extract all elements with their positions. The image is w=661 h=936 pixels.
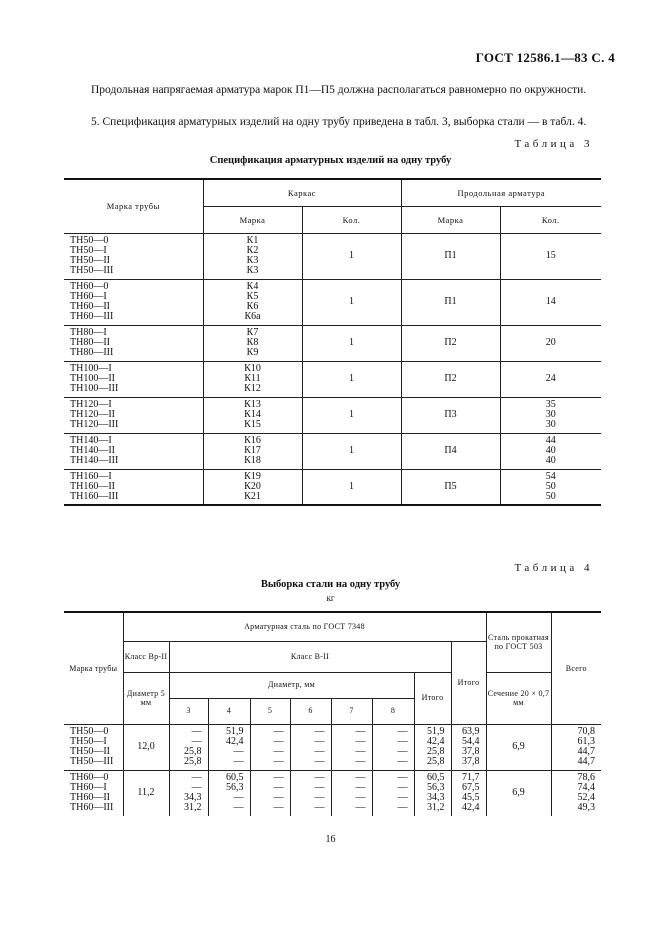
d8-value: — bbox=[397, 746, 408, 757]
grand-cell bbox=[551, 724, 601, 770]
pipe-mark: ТН120—I bbox=[70, 399, 112, 410]
frame-mark: К18 bbox=[244, 455, 261, 466]
d5-value: — bbox=[273, 726, 284, 737]
frame-mark: К8 bbox=[246, 337, 259, 348]
d4-value: — bbox=[233, 792, 244, 804]
subtotal-cell bbox=[414, 770, 451, 816]
frame-mark: К3 bbox=[246, 265, 259, 276]
table3-body bbox=[64, 233, 601, 505]
long-mark-cell: П2 bbox=[401, 325, 500, 361]
pipe-mark: ТН50—II bbox=[70, 255, 110, 266]
long-qty: 24 bbox=[545, 373, 556, 384]
table4-header-d3: 3 bbox=[169, 698, 208, 724]
table-row bbox=[64, 361, 601, 397]
long-qty: 35 bbox=[545, 399, 556, 410]
long-qty: 30 bbox=[545, 419, 556, 430]
pipe-mark: ТН50—II bbox=[70, 746, 110, 757]
d5-value: — bbox=[273, 736, 284, 747]
frame-mark: К9 bbox=[246, 347, 259, 358]
pipe-mark: ТН100—III bbox=[70, 383, 119, 394]
pipe-mark: ТН80—I bbox=[70, 327, 107, 338]
frame-mark: К5 bbox=[246, 291, 259, 302]
long-qty: 20 bbox=[545, 337, 556, 348]
table4-header-diameter: Диаметр, мм bbox=[169, 672, 414, 698]
long-qty-cell bbox=[500, 433, 601, 469]
d3-cell bbox=[169, 770, 208, 816]
long-mark-cell: П4 bbox=[401, 433, 500, 469]
pipe-mark: ТН80—II bbox=[70, 337, 110, 348]
pipe-marks-cell bbox=[64, 469, 203, 505]
pipe-mark: ТН100—II bbox=[70, 373, 115, 384]
paragraph-1: Продольная напрягаемая арматура марок П1—П5 должна располагаться равномерно по окружности. bbox=[91, 84, 587, 96]
pipe-mark: ТН60—0 bbox=[70, 281, 109, 292]
grand-value: 52,4 bbox=[577, 792, 595, 804]
frame-qty-cell: 1 bbox=[302, 233, 401, 279]
document-header: ГОСТ 12586.1—83 С. 4 bbox=[475, 50, 615, 65]
d3-value: 25,8 bbox=[184, 746, 202, 757]
d7-value: — bbox=[355, 746, 366, 757]
d5-value: — bbox=[273, 756, 284, 767]
total-value: 45,5 bbox=[462, 792, 480, 804]
pipe-marks-cell bbox=[64, 361, 203, 397]
d4-value: 60,5 bbox=[226, 772, 244, 784]
grand-value: 78,6 bbox=[577, 772, 595, 784]
table4-header-d6: 6 bbox=[290, 698, 331, 724]
pipe-mark: ТН60—III bbox=[70, 311, 114, 322]
d8-cell bbox=[372, 724, 414, 770]
total-cell bbox=[451, 770, 486, 816]
pipe-mark: ТН140—I bbox=[70, 435, 112, 446]
pipe-mark: ТН100—I bbox=[70, 363, 112, 374]
table4-header-d4: 4 bbox=[208, 698, 250, 724]
d6-value: — bbox=[314, 802, 325, 814]
d5-value: — bbox=[273, 792, 284, 804]
d5-cell bbox=[250, 724, 290, 770]
grand-value: 44,7 bbox=[577, 756, 595, 767]
long-qty-cell bbox=[500, 469, 601, 505]
frame-mark: К19 bbox=[244, 470, 261, 482]
rolled-cell: 6,9 bbox=[486, 770, 551, 816]
long-qty-cell bbox=[500, 397, 601, 433]
table4-header-diam5: Диаметр 5 мм bbox=[123, 672, 169, 724]
d4-cell bbox=[208, 770, 250, 816]
frame-marks-cell bbox=[203, 433, 302, 469]
frame-marks-cell bbox=[203, 279, 302, 325]
paragraph-2: 5. Спецификация арматурных изделий на одну трубу приведена в табл. 3, выборка стали — в табл. 4. bbox=[91, 116, 587, 128]
subtotal-value: 25,8 bbox=[427, 746, 445, 757]
pipe-mark: ТН50—III bbox=[70, 265, 114, 276]
pipe-marks-cell bbox=[64, 724, 123, 770]
pipe-mark: ТН60—I bbox=[70, 782, 107, 794]
pipe-marks-cell bbox=[64, 233, 203, 279]
frame-marks-cell bbox=[203, 397, 302, 433]
d6-value: — bbox=[314, 782, 325, 794]
table3-header-long-mark: Марка bbox=[401, 206, 500, 233]
total-value: 67,5 bbox=[462, 782, 480, 794]
page-number: 16 bbox=[325, 834, 336, 845]
frame-mark: К14 bbox=[244, 409, 261, 420]
long-qty-cell bbox=[500, 279, 601, 325]
d7-cell bbox=[331, 724, 372, 770]
subtotal-value: 31,2 bbox=[427, 802, 445, 814]
frame-mark: К2 bbox=[246, 245, 259, 256]
long-qty-cell bbox=[500, 233, 601, 279]
frame-mark: К20 bbox=[244, 480, 261, 492]
long-qty-cell bbox=[500, 361, 601, 397]
frame-qty-cell: 1 bbox=[302, 325, 401, 361]
pipe-mark: ТН140—III bbox=[70, 455, 119, 466]
frame-qty-cell: 1 bbox=[302, 469, 401, 505]
pipe-marks-cell bbox=[64, 279, 203, 325]
d7-value: — bbox=[355, 736, 366, 747]
pipe-mark: ТН50—I bbox=[70, 736, 107, 747]
grand-cell bbox=[551, 770, 601, 816]
frame-mark: К10 bbox=[244, 363, 261, 374]
frame-mark: К4 bbox=[246, 281, 259, 292]
d4-value: — bbox=[233, 756, 244, 767]
grand-value: 44,7 bbox=[577, 746, 595, 757]
frame-marks-cell bbox=[203, 325, 302, 361]
long-qty: 40 bbox=[545, 445, 556, 456]
long-qty: 50 bbox=[545, 480, 556, 492]
table3-title: Спецификация арматурных изделий на одну трубу bbox=[209, 155, 452, 166]
pipe-mark: ТН60—0 bbox=[70, 772, 109, 784]
d8-value: — bbox=[397, 726, 408, 737]
table4-header-d5: 5 bbox=[250, 698, 290, 724]
d3-value: — bbox=[191, 782, 202, 794]
long-qty: 15 bbox=[545, 250, 556, 261]
d6-value: — bbox=[314, 746, 325, 757]
table4-header-d7: 7 bbox=[331, 698, 372, 724]
d8-value: — bbox=[397, 792, 408, 804]
d3-value: — bbox=[191, 772, 202, 784]
d8-value: — bbox=[397, 772, 408, 784]
subtotal-cell bbox=[414, 724, 451, 770]
table-row bbox=[64, 770, 601, 816]
table4-unit: кг bbox=[326, 593, 335, 603]
subtotal-value: 56,3 bbox=[427, 782, 445, 794]
subtotal-value: 34,3 bbox=[427, 792, 445, 804]
table-row bbox=[64, 325, 601, 361]
d7-value: — bbox=[355, 782, 366, 794]
long-qty: 40 bbox=[545, 455, 556, 466]
long-mark-cell: П1 bbox=[401, 233, 500, 279]
long-qty: 44 bbox=[545, 435, 556, 446]
pipe-mark: ТН160—III bbox=[70, 490, 119, 502]
subtotal-value: 60,5 bbox=[427, 772, 445, 784]
long-mark-cell: П2 bbox=[401, 361, 500, 397]
grand-value: 61,3 bbox=[577, 736, 595, 747]
frame-mark: К13 bbox=[244, 399, 261, 410]
table-row bbox=[64, 279, 601, 325]
long-qty: 54 bbox=[545, 470, 556, 482]
long-mark-cell: П1 bbox=[401, 279, 500, 325]
d7-value: — bbox=[355, 802, 366, 814]
pipe-mark: ТН60—II bbox=[70, 792, 110, 804]
frame-marks-cell bbox=[203, 469, 302, 505]
d7-value: — bbox=[355, 756, 366, 767]
rolled-cell: 6,9 bbox=[486, 724, 551, 770]
d5-value: — bbox=[273, 746, 284, 757]
table3-label: Таблица 3 bbox=[514, 138, 593, 150]
d4-value: 56,3 bbox=[226, 782, 244, 794]
grand-value: 70,8 bbox=[577, 726, 595, 737]
d7-cell bbox=[331, 770, 372, 816]
pipe-mark: ТН80—III bbox=[70, 347, 114, 358]
d3-value: — bbox=[191, 726, 202, 737]
d8-value: — bbox=[397, 736, 408, 747]
pipe-marks-cell bbox=[64, 770, 123, 816]
long-qty: 50 bbox=[545, 490, 556, 502]
table4-header-rebar: Арматурная сталь по ГОСТ 7348 bbox=[123, 612, 486, 641]
d4-value: — bbox=[233, 802, 244, 814]
table-row bbox=[64, 433, 601, 469]
d6-value: — bbox=[314, 726, 325, 737]
long-mark-cell: П5 bbox=[401, 469, 500, 505]
subtotal-value: 25,8 bbox=[427, 756, 445, 767]
frame-mark: К12 bbox=[244, 383, 261, 394]
d5-cell bbox=[250, 770, 290, 816]
d4-value: 51,9 bbox=[226, 726, 244, 737]
frame-qty-cell: 1 bbox=[302, 361, 401, 397]
long-qty: 30 bbox=[545, 409, 556, 420]
long-qty-cell bbox=[500, 325, 601, 361]
d6-value: — bbox=[314, 792, 325, 804]
pipe-mark: ТН160—II bbox=[70, 480, 115, 492]
total-value: 63,9 bbox=[462, 726, 480, 737]
table3-header-frame-qty: Кол. bbox=[302, 206, 401, 233]
frame-marks-cell bbox=[203, 361, 302, 397]
d7-value: — bbox=[355, 792, 366, 804]
total-value: 71,7 bbox=[462, 772, 480, 784]
total-value: 37,8 bbox=[462, 746, 480, 757]
pipe-mark: ТН50—0 bbox=[70, 726, 109, 737]
table-row bbox=[64, 724, 601, 770]
table3-header-pipe: Марка трубы bbox=[64, 179, 203, 233]
d8-value: — bbox=[397, 756, 408, 767]
long-mark-cell: П3 bbox=[401, 397, 500, 433]
frame-mark: К16 bbox=[244, 435, 261, 446]
frame-mark: К6 bbox=[246, 301, 259, 312]
long-qty: 14 bbox=[545, 296, 556, 307]
d3-value: 34,3 bbox=[184, 792, 202, 804]
total-value: 37,8 bbox=[462, 756, 480, 767]
total-value: 42,4 bbox=[462, 802, 480, 814]
d7-value: — bbox=[355, 772, 366, 784]
frame-mark: К21 bbox=[244, 490, 261, 502]
table3-header-long: Продольная арматура bbox=[401, 179, 601, 206]
pipe-mark: ТН60—I bbox=[70, 291, 107, 302]
subtotal-value: 42,4 bbox=[427, 736, 445, 747]
frame-mark: К1 bbox=[246, 235, 259, 246]
d6-cell bbox=[290, 724, 331, 770]
frame-qty-cell: 1 bbox=[302, 433, 401, 469]
d3-cell bbox=[169, 724, 208, 770]
pipe-mark: ТН120—III bbox=[70, 419, 119, 430]
frame-mark: К6а bbox=[244, 311, 261, 322]
frame-mark: К7 bbox=[246, 327, 259, 338]
table3-header-frame-mark: Марка bbox=[203, 206, 302, 233]
frame-qty-cell: 1 bbox=[302, 279, 401, 325]
frame-mark: К11 bbox=[244, 373, 261, 384]
table4-body bbox=[64, 724, 601, 816]
d3-value: — bbox=[191, 736, 202, 747]
table4-label: Таблица 4 bbox=[514, 562, 593, 574]
d5-value: — bbox=[273, 802, 284, 814]
d4-value: — bbox=[233, 746, 244, 757]
frame-qty-cell: 1 bbox=[302, 397, 401, 433]
d5-value: — bbox=[273, 772, 284, 784]
d4-cell bbox=[208, 724, 250, 770]
pipe-mark: ТН50—0 bbox=[70, 235, 109, 246]
pipe-mark: ТН50—I bbox=[70, 245, 107, 256]
pipe-mark: ТН60—II bbox=[70, 301, 110, 312]
table4-header-section: Сечение 20 × 0,7 мм bbox=[486, 672, 551, 724]
d4-value: 42,4 bbox=[226, 736, 244, 747]
frame-marks-cell bbox=[203, 233, 302, 279]
table4-header-class-bp: Класс Вр-II bbox=[123, 641, 169, 672]
total-cell bbox=[451, 724, 486, 770]
d8-cell bbox=[372, 770, 414, 816]
d8-value: — bbox=[397, 782, 408, 794]
d6-value: — bbox=[314, 756, 325, 767]
table4-header-total-rebar: Итого bbox=[451, 641, 486, 724]
class-bp-cell: 12,0 bbox=[123, 724, 169, 770]
table4-header-grand: Всего bbox=[551, 612, 601, 724]
table-row bbox=[64, 233, 601, 279]
total-value: 54,4 bbox=[462, 736, 480, 747]
d6-value: — bbox=[314, 736, 325, 747]
d6-value: — bbox=[314, 772, 325, 784]
d3-value: 31,2 bbox=[184, 802, 202, 814]
table4 bbox=[64, 611, 601, 816]
pipe-mark: ТН120—II bbox=[70, 409, 115, 420]
pipe-marks-cell bbox=[64, 325, 203, 361]
pipe-marks-cell bbox=[64, 397, 203, 433]
d8-value: — bbox=[397, 802, 408, 814]
table-row bbox=[64, 397, 601, 433]
pipe-mark: ТН50—III bbox=[70, 756, 114, 767]
frame-mark: К15 bbox=[244, 419, 261, 430]
pipe-mark: ТН60—III bbox=[70, 802, 114, 814]
pipe-mark: ТН140—II bbox=[70, 445, 115, 456]
grand-value: 74,4 bbox=[577, 782, 595, 794]
table3 bbox=[64, 178, 601, 506]
d5-value: — bbox=[273, 782, 284, 794]
subtotal-value: 51,9 bbox=[427, 726, 445, 737]
table-row bbox=[64, 469, 601, 505]
table4-header-rolled: Сталь прокатная по ГОСТ 503 bbox=[486, 612, 551, 672]
table3-header-frame: Каркас bbox=[203, 179, 401, 206]
pipe-marks-cell bbox=[64, 433, 203, 469]
frame-mark: К3 bbox=[246, 255, 259, 266]
d7-value: — bbox=[355, 726, 366, 737]
table4-header-d8: 8 bbox=[372, 698, 414, 724]
frame-mark: К17 bbox=[244, 445, 261, 456]
d3-value: 25,8 bbox=[184, 756, 202, 767]
table4-title: Выборка стали на одну трубу bbox=[260, 579, 401, 590]
pipe-mark: ТН160—I bbox=[70, 470, 112, 482]
table4-header-pipe: Марка трубы bbox=[64, 612, 123, 724]
table4-header-class-v: Класс В-II bbox=[169, 641, 451, 672]
grand-value: 49,3 bbox=[577, 802, 595, 814]
class-bp-cell: 11,2 bbox=[123, 770, 169, 816]
table4-header-subtotal: Итого bbox=[414, 672, 451, 724]
d6-cell bbox=[290, 770, 331, 816]
table3-header-long-qty: Кол. bbox=[500, 206, 601, 233]
